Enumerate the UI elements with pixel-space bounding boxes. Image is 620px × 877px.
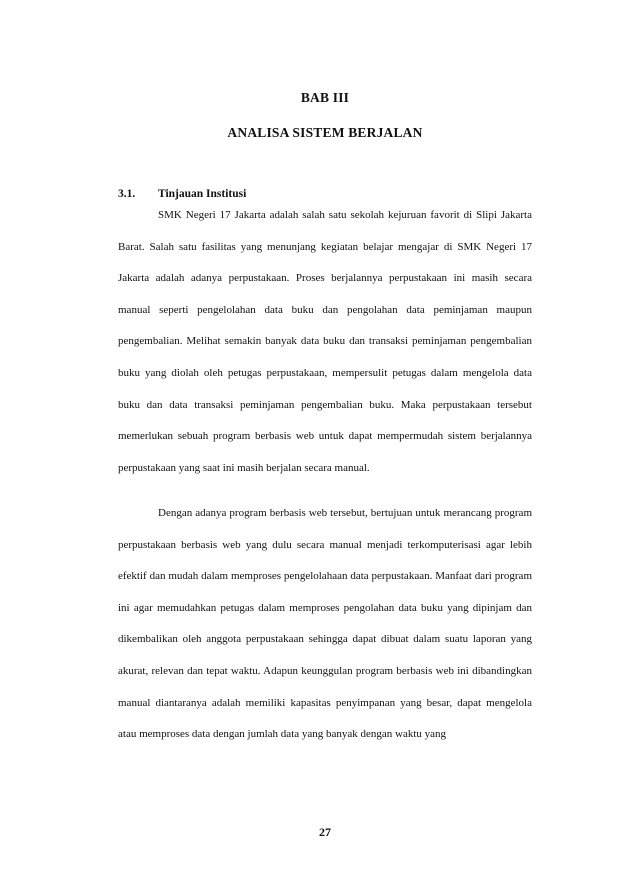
section-title: Tinjauan Institusi xyxy=(158,188,247,200)
chapter-title: ANALISA SISTEM BERJALAN xyxy=(227,125,423,140)
page-number: 27 xyxy=(319,825,331,839)
paragraph-program-purpose: Dengan adanya program berbasis web tersebut, bertujuan untuk merancang program perpustakaan berbasis web yang dulu secara manual menjadi terkomputerisasi agar lebih efektif dan mudah dalam memproses pengelolahaan data perpustakaan. Manfaat dari program ini agar memudahkan petugas dalam memproses pengolahan data buku yang dipinjam dan dikembalikan oleh anggota perpustakaan sehingga dapat dibuat dalam suatu laporan yang akurat, relevan dan tepat waktu. Adapun keunggulan program berbasis web ini dibandingkan manual diantaranya adalah memiliki kapasitas penyimpanan yang besar, dapat mengelola atau memproses data dengan jumlah data yang banyak dengan waktu yang xyxy=(118,507,532,741)
section-heading xyxy=(118,188,532,200)
chapter-number: BAB III xyxy=(300,90,350,105)
paragraph-institution: SMK Negeri 17 Jakarta adalah salah satu sekolah kejuruan favorit di Slipi Jakarta Barat. Salah satu fasilitas yang menunjang kegiatan belajar mengajar di SMK Negeri 17 Jakarta adalah adanya perpustakaan. Proses berjalannya perpustakaan ini masih secara manual seperti pengelolahan data buku dan pengolahan data peminjaman maupun pengembalian. Melihat semakin banyak data buku dan transaksi peminjaman pengembalian buku yang diolah oleh petugas perpustakaan, mempersulit petugas dalam mengelola data buku dan data transaksi peminjaman pengembalian buku. Maka perpustakaan tersebut memerlukan sebuah program berbasis web untuk dapat mempermudah sistem berjalannya perpustakaan yang saat ini masih berjalan secara manual. xyxy=(118,209,532,474)
section-number: 3.1. xyxy=(118,188,136,200)
